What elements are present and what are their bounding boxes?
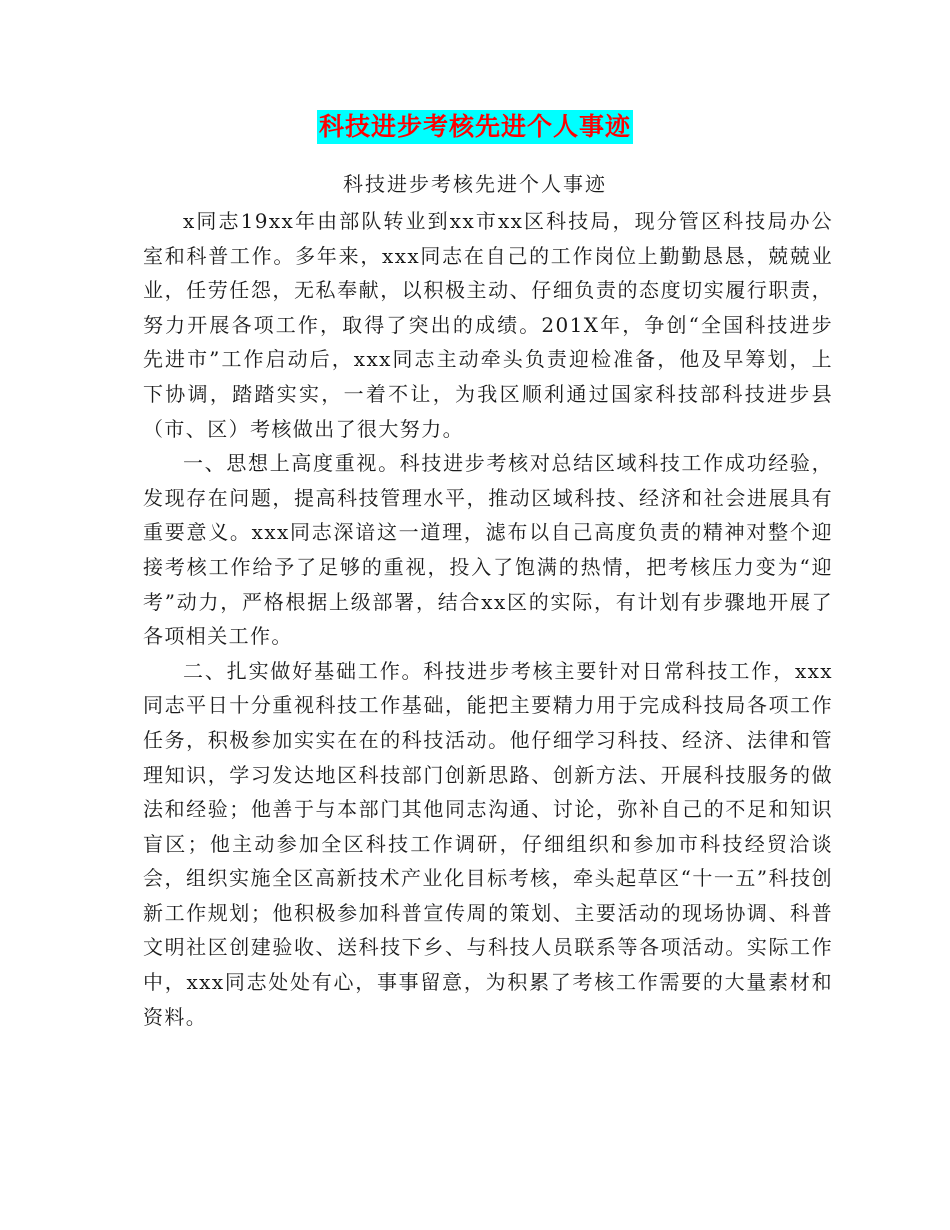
- title-block: [0, 110, 950, 144]
- document-title: 科技进步考核先进个人事迹: [317, 110, 633, 144]
- paragraph-section-1: 一、思想上高度重视。科技进步考核对总结区域科技工作成功经验，发现存在问题，提高科技管理水平，推动区域科技、经济和社会进展具有重要意义。xxx同志深谙这一道理，滤布以自己高度负责的精神对整个迎接考核工作给予了足够的重视，投入了饱满的热情，把考核压力变为“迎考”动力，严格根据上级部署，结合xx区的实际，有计划有步骤地开展了各项相关工作。: [143, 451, 833, 649]
- document-subtitle: 科技进步考核先进个人事迹: [343, 172, 607, 196]
- paragraph-intro: x同志19xx年由部队转业到xx市xx区科技局，现分管区科技局办公室和科普工作。多年来，xxx同志在自己的工作岗位上勤勤恳恳，兢兢业业，任劳任怨，无私奉献，以积极主动、仔细负责的态度切实履行职责，努力开展各项工作，取得了突出的成绩。201X年，争创“全国科技进步先进市”工作启动后，xxx同志主动牵头负责迎检准备，他及早筹划，上下协调，踏踏实实，一着不让，为我区顺利通过国家科技部科技进步县（市、区）考核做出了很大努力。: [143, 209, 833, 441]
- document-body: [143, 204, 833, 1034]
- paragraph-section-2: 二、扎实做好基础工作。科技进步考核主要针对日常科技工作，xxx同志平日十分重视科技工作基础，能把主要精力用于完成科技局各项工作任务，积极参加实实在在的科技活动。他仔细学习科技、经济、法律和管理知识，学习发达地区科技部门创新思路、创新方法、开展科技服务的做法和经验；他善于与本部门其他同志沟通、讨论，弥补自己的不足和知识盲区；他主动参加全区科技工作调研，仔细组织和参加市科技经贸洽谈会，组织实施全区高新技术产业化目标考核，牵头起草区“十一五”科技创新工作规划；他积极参加科普宣传周的策划、主要活动的现场协调、科普文明社区创建验收、送科技下乡、与科技人员联系等各项活动。实际工作中，xxx同志处处有心，事事留意，为积累了考核工作需要的大量素材和资料。: [143, 658, 833, 1029]
